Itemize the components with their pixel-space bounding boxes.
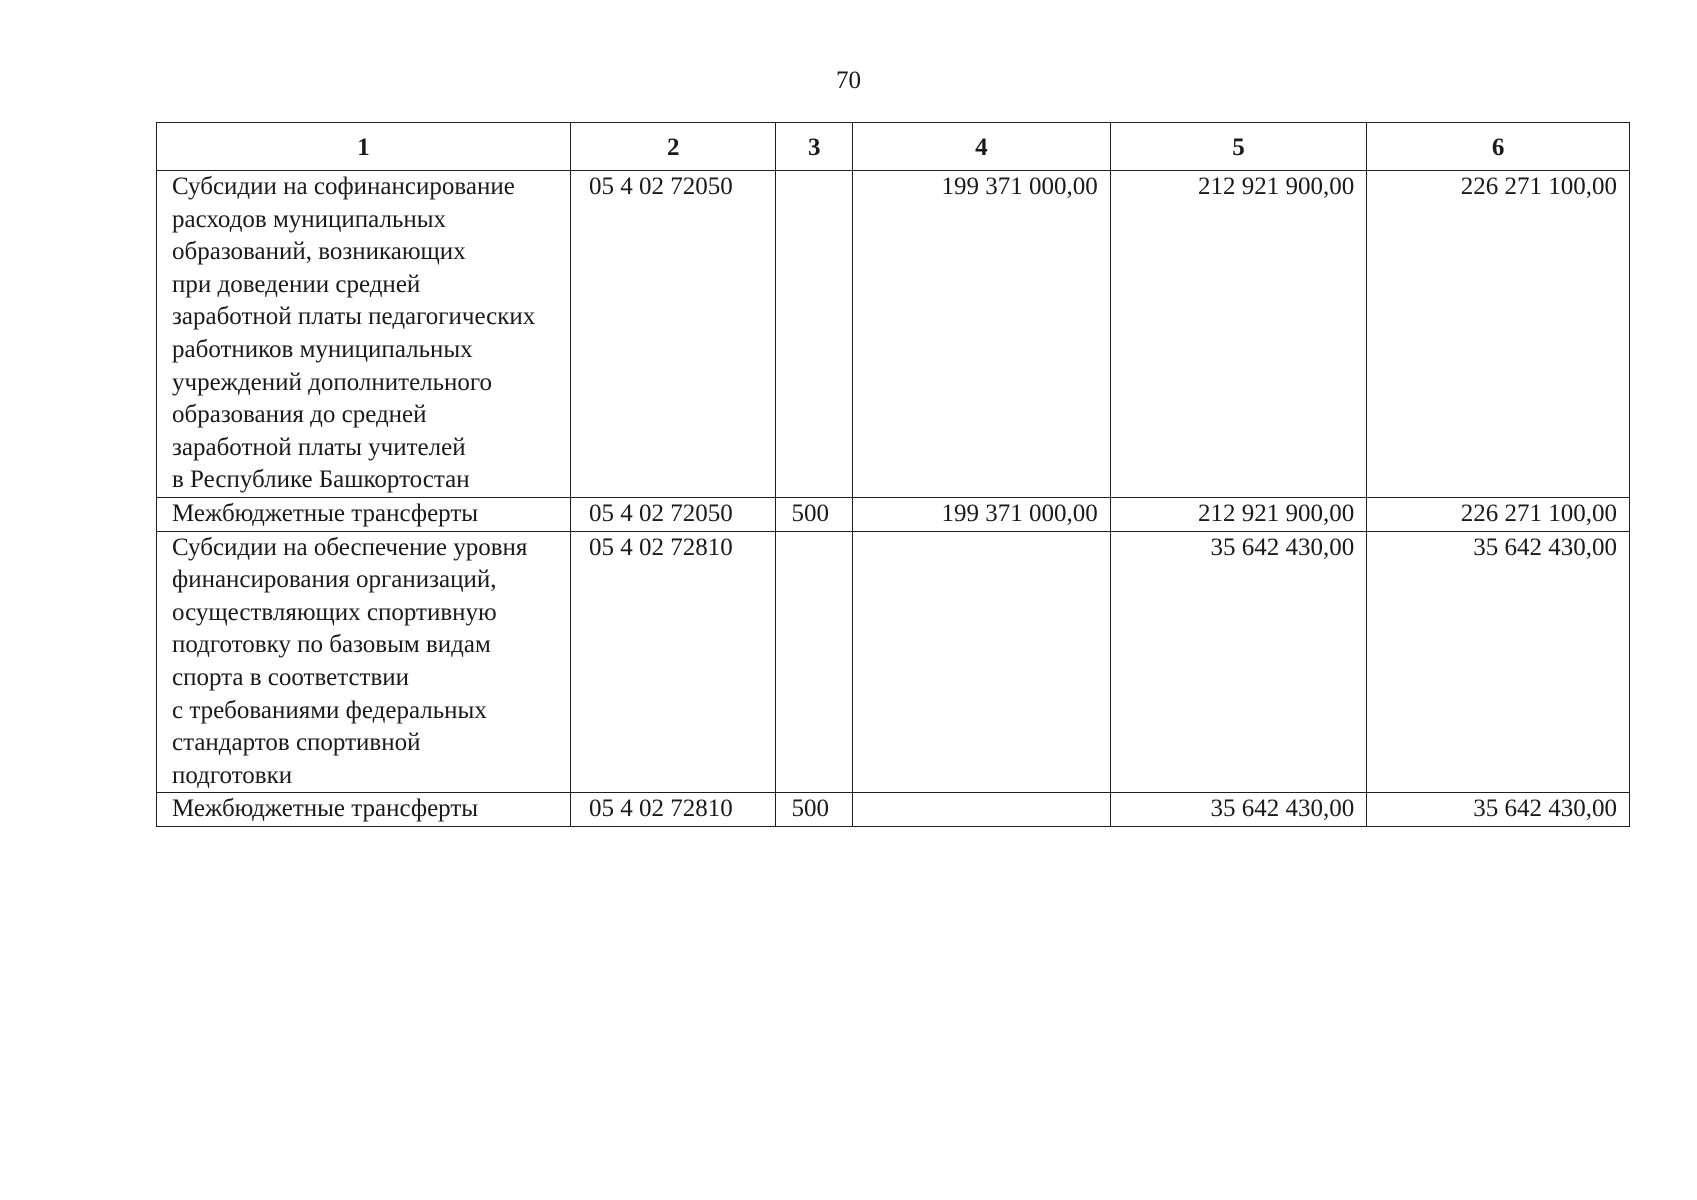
row-name-line: Субсидии на софинансирование: [172, 173, 515, 200]
row-name-line: работников муниципальных: [172, 335, 473, 363]
row-sum-col6: 35 642 430,00: [1367, 531, 1630, 793]
row-code: 05 4 02 72050: [570, 497, 775, 531]
column-header-1: 1: [157, 123, 571, 171]
row-sum-col5: 35 642 430,00: [1110, 531, 1367, 793]
row-sum-col4: [853, 531, 1111, 793]
page-number: 70: [836, 67, 861, 94]
row-name-line: Субсидии на обеспечение уровня: [172, 533, 528, 561]
row-name: [157, 793, 571, 827]
row-name-line: с требованиями федеральных: [172, 696, 487, 724]
table-row: [157, 531, 1630, 793]
row-name-line: заработной платы учителей: [172, 433, 466, 461]
table-row: [157, 497, 1630, 531]
row-name-line: спорта в соответствии: [172, 663, 410, 691]
table-row: [157, 793, 1630, 827]
row-sum-col4: [853, 793, 1111, 827]
row-expense-type: 500: [776, 793, 853, 827]
row-code: 05 4 02 72050: [570, 171, 775, 498]
budget-table: [156, 122, 1630, 827]
row-name-line: при доведении средней: [172, 270, 421, 298]
row-code: 05 4 02 72810: [570, 793, 775, 827]
row-name-line: подготовки: [172, 761, 293, 789]
row-name-line: образований, возникающих: [172, 238, 466, 266]
row-name-line: Межбюджетные трансферты: [172, 499, 479, 527]
row-name-line: расходов муниципальных: [172, 205, 447, 233]
row-expense-type: [776, 171, 853, 498]
row-sum-col5: 212 921 900,00: [1110, 171, 1367, 498]
column-header-5: 5: [1110, 123, 1367, 171]
row-expense-type: [776, 531, 853, 793]
row-sum-col6: 226 271 100,00: [1367, 497, 1630, 531]
row-name-line: в Республике Башкортостан: [172, 466, 470, 494]
row-name: [157, 497, 571, 531]
table-header-row: [157, 123, 1630, 171]
column-header-2: 2: [570, 123, 775, 171]
row-name: [157, 531, 571, 793]
table-row: [157, 171, 1630, 498]
row-expense-type: 500: [776, 497, 853, 531]
row-sum-col4: 199 371 000,00: [853, 171, 1111, 498]
row-name-line: осуществляющих спортивную: [172, 598, 497, 626]
row-sum-col5: 212 921 900,00: [1110, 497, 1367, 531]
column-header-4: 4: [853, 123, 1111, 171]
row-name-line: стандартов спортивной: [172, 729, 421, 757]
row-name-line: образования до средней: [172, 401, 427, 429]
column-header-6: 6: [1367, 123, 1630, 171]
row-sum-col5: 35 642 430,00: [1110, 793, 1367, 827]
row-name-line: Межбюджетные трансферты: [172, 795, 479, 823]
row-sum-col6: 226 271 100,00: [1367, 171, 1630, 498]
row-sum-col4: 199 371 000,00: [853, 497, 1111, 531]
row-name: [157, 171, 571, 498]
row-name-line: учреждений дополнительного: [172, 368, 493, 396]
row-sum-col6: 35 642 430,00: [1367, 793, 1630, 827]
row-name-line: финансирования организаций,: [172, 566, 497, 594]
column-header-3: 3: [776, 123, 853, 171]
row-code: 05 4 02 72810: [570, 531, 775, 793]
row-name-line: заработной платы педагогических: [172, 303, 536, 331]
row-name-line: подготовку по базовым видам: [172, 631, 491, 659]
